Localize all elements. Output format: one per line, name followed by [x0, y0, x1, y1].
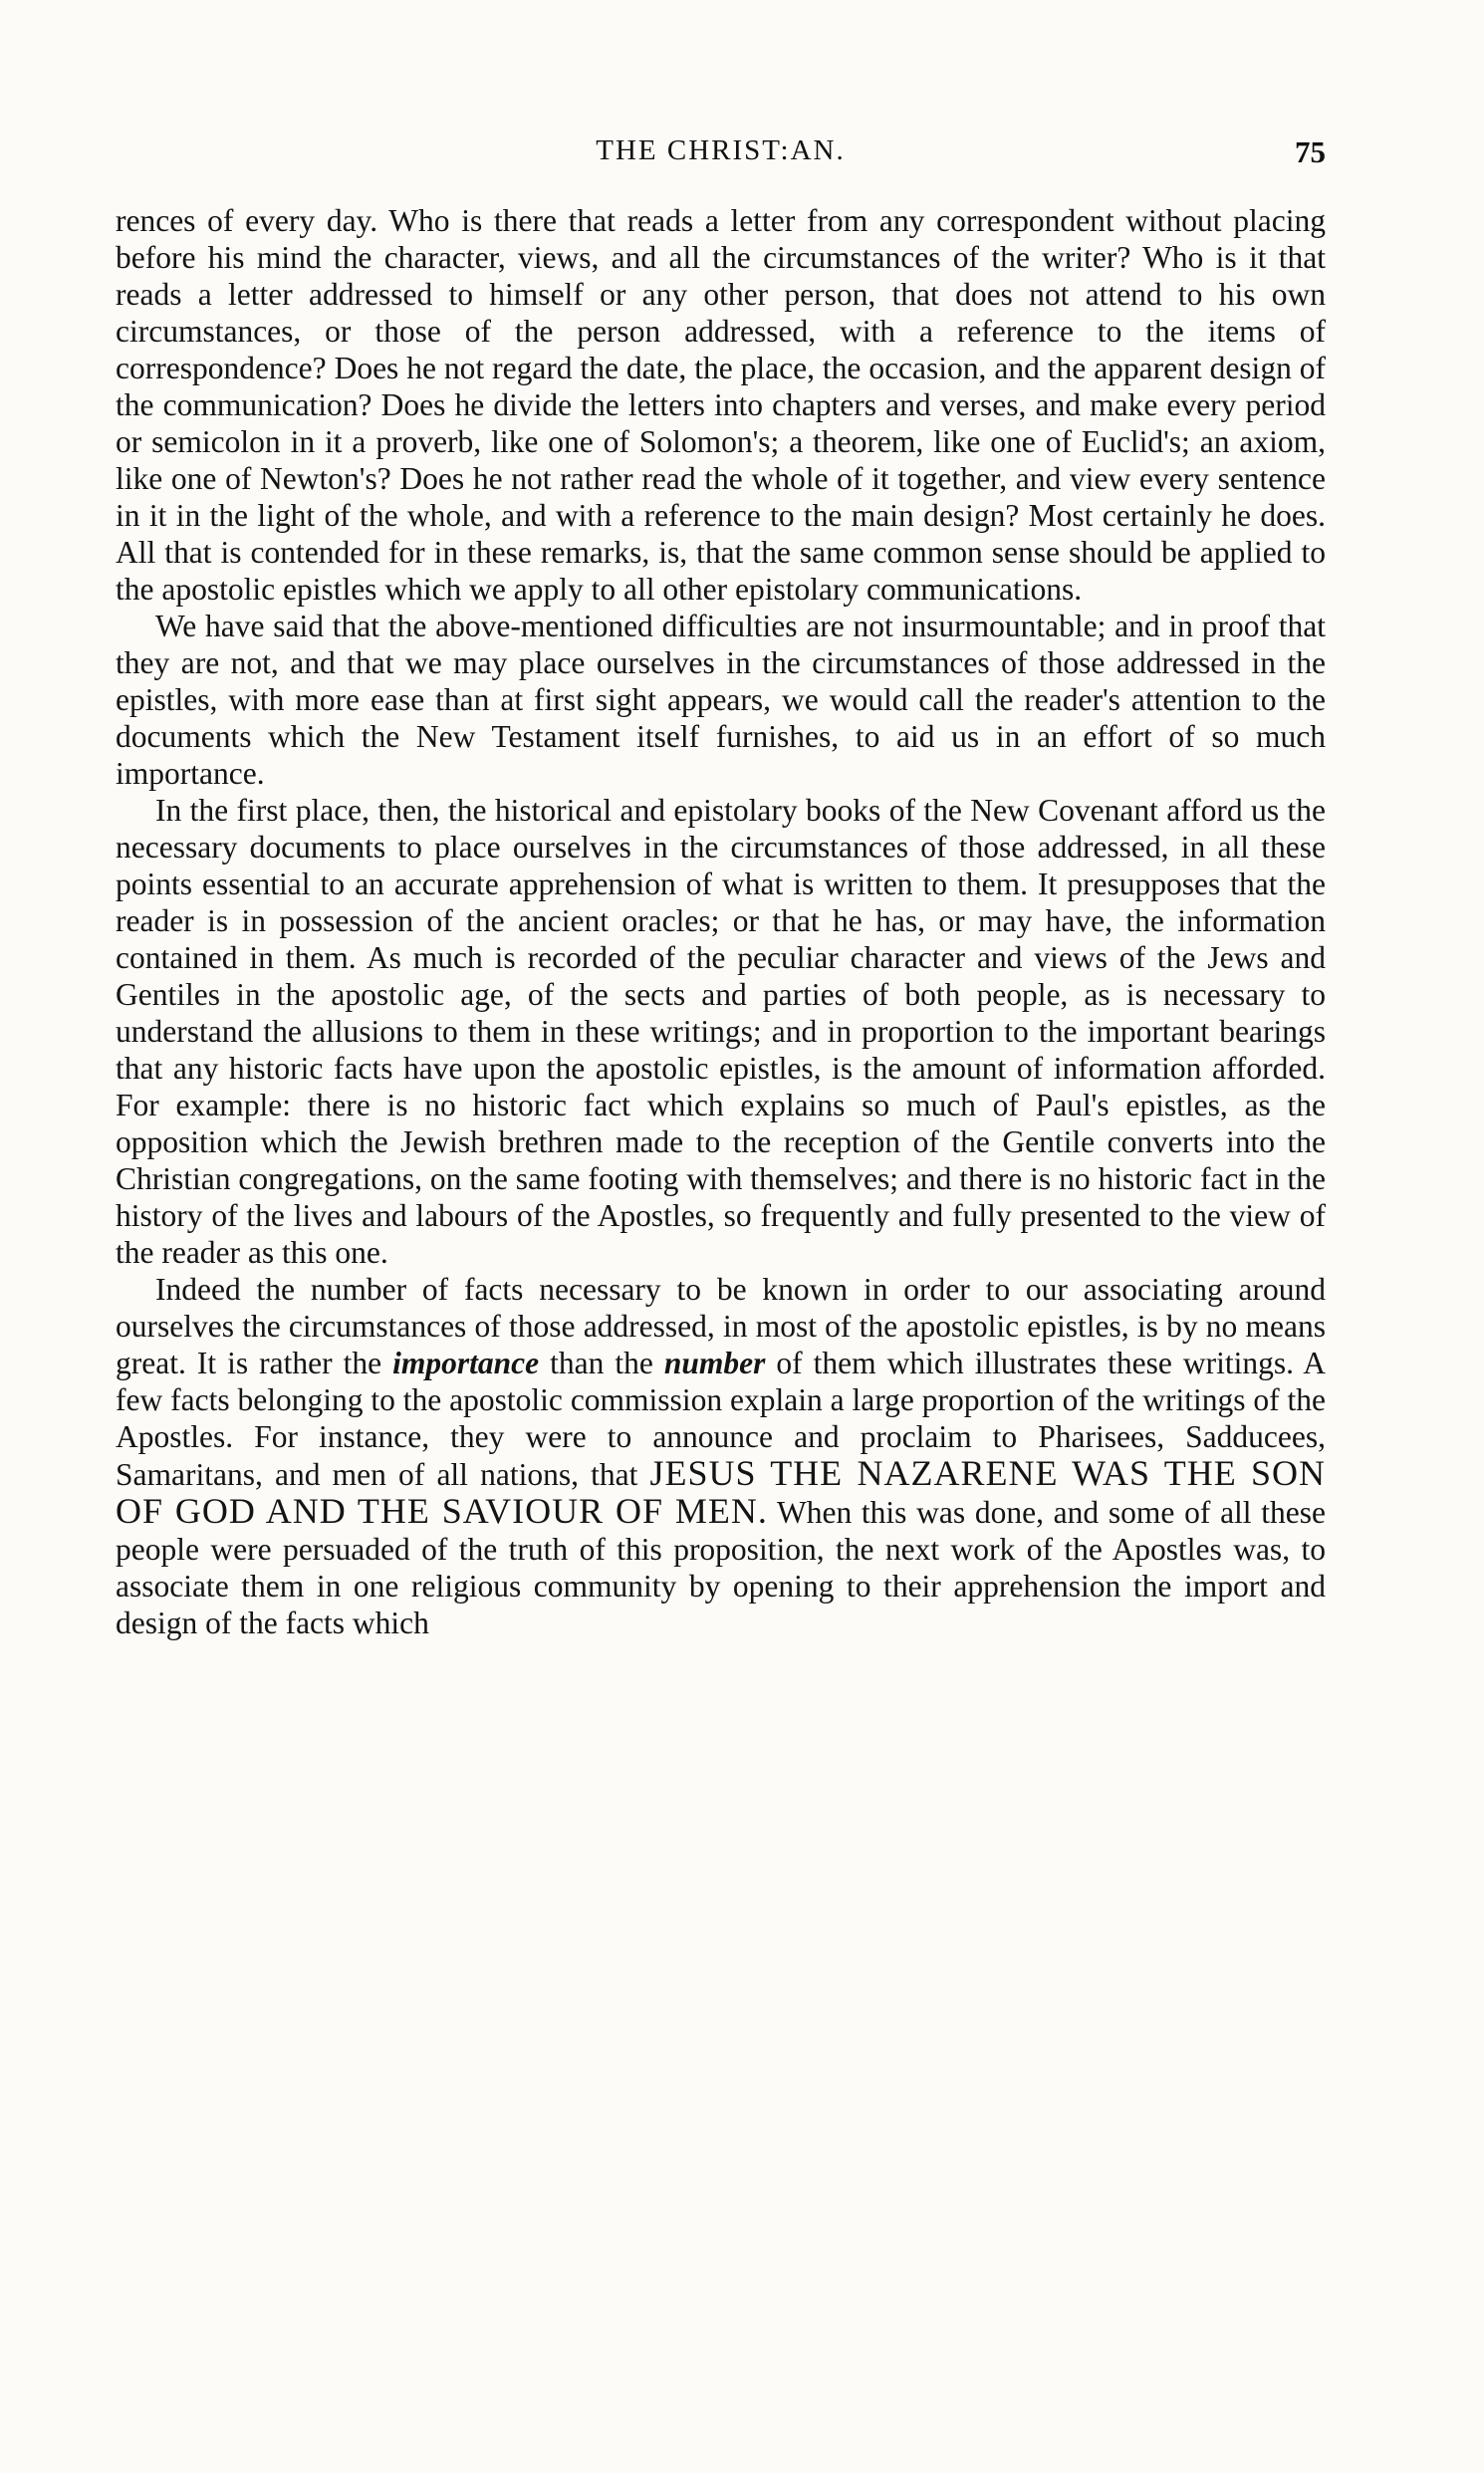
paragraph-text-segment: When this was done, and some of all these people were persuaded of the truth of this proposition, the next work of the Apostles was, to associate them in one religious community by opening to their apprehension the import and design of the facts which	[116, 1495, 1326, 1640]
page-number: 75	[1295, 134, 1326, 169]
emphasis-number: number	[663, 1346, 766, 1380]
capitalized-proposition: JESUS THE NAZARENE WAS THE SON OF GOD AND THE SAVIOUR OF MEN.	[116, 1453, 1326, 1531]
emphasis-importance: importance	[392, 1346, 540, 1380]
running-head	[116, 134, 1326, 174]
paragraph-difficulties: We have said that the above-mentioned difficulties are not insurmountable; and in proof that they are not, and that we may place ourselves in the circumstances of those addressed in the epistles, with more ease than at first sight appears, we would call the reader's attention to the documents which the New Testament itself furnishes, to aid us in an effort of so much importance.	[116, 609, 1326, 791]
body-text	[116, 202, 1326, 1641]
paragraph-continued: rences of every day. Who is there that reads a letter from any correspondent without placing before his mind the character, views, and all the circumstances of the writer? Who is it that reads a letter addressed to himself or any other person, that does not attend to his own circumstances, or those of the person addressed, with a reference to the items of correspondence? Does he not regard the date, the place, the occasion, and the apparent design of the communication? Does he divide the letters into chapters and verses, and make every period or semicolon in it a proverb, like one of Solomon's; a theorem, like one of Euclid's; an axiom, like one of Newton's? Does he not rather read the whole of it together, and view every sentence in it in the light of the whole, and with a reference to the main design? Most certainly he does. All that is contended for in these remarks, is, that the same common sense should be applied to the apostolic epistles which we apply to all other epistolary communications.	[116, 203, 1326, 607]
paragraph-number-of-facts	[116, 1271, 1326, 1641]
book-page	[116, 134, 1326, 1641]
paragraph-text-segment: of them which illustrates these writings. A few facts belonging to the apostolic commission explain a large proportion of the writings of the Apostles. For instance, they were to announce and proclaim to Pharisees, Sadducees, Samaritans, and men of all nations, that	[116, 1346, 1327, 1492]
paragraph-first-place: In the first place, then, the historical and epistolary books of the New Covenant afford us the necessary documents to place ourselves in the circumstances of those addressed, in all these points essential to an accurate apprehension of what is written to them. It presupposes that the reader is in possession of the ancient oracles; or that he has, or may have, the information contained in them. As much is recorded of the peculiar character and views of the Jews and Gentiles in the apostolic age, of the sects and parties of both people, as is necessary to understand the allusions to them in these writings; and in proportion to the important bearings that any historic facts have upon the apostolic epistles, is the amount of information afforded. For example: there is no historic fact which explains so much of Paul's epistles, as the opposition which the Jewish brethren made to the reception of the Gentile converts into the Christian congregations, on the same footing with themselves; and there is no historic fact in the history of the lives and labours of the Apostles, so frequently and fully presented to the view of the reader as this one.	[116, 793, 1326, 1270]
paragraph-text-segment: than the	[539, 1346, 664, 1380]
running-title: THE CHRIST:AN.	[596, 134, 846, 166]
paragraph-text-segment: Indeed the number of facts necessary to be known in order to our associating around ourselves the circumstances of those addressed, in most of the apostolic epistles, is by no means great. It is rather the	[116, 1272, 1326, 1380]
